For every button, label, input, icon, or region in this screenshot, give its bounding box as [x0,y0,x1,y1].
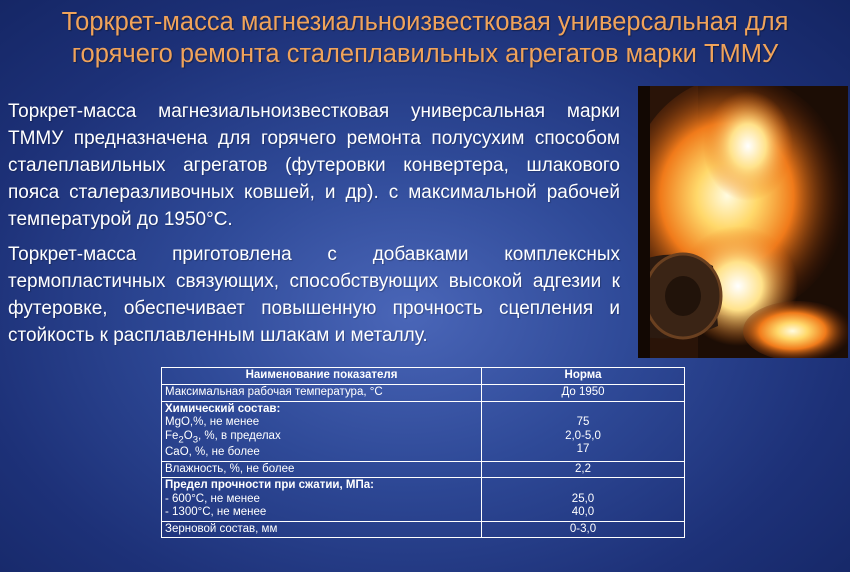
fe2o3-sub-1: 2 [178,433,184,445]
fe2o3-label-pre: Fe [165,429,179,442]
cao-label: CaO, %, не более [165,446,260,459]
mgo-value: 75 [576,416,590,428]
cao-value: 17 [576,443,590,455]
strength-heading: Предел прочности при сжатии, МПа: [165,479,374,492]
chemical-composition-cell [162,401,482,461]
strength-600-value: 25,0 [571,492,595,505]
table-row [162,461,685,478]
molten-metal-photo [638,86,848,358]
strength-cell [162,478,482,522]
strength-1300-label: - 1300°С, не менее [165,506,267,519]
slide-title-line-1: Торкрет-масса магнезиальноизвестковая универсальная для [61,8,789,36]
row-value: До 1950 [482,385,685,402]
strength-1300-value: 40,0 [571,506,595,519]
properties-table [161,367,685,538]
fe2o3-value: 2,0-5,0 [565,429,601,442]
chemical-heading: Химический состав: [165,402,281,415]
fe2o3-sub-2: 3 [192,433,199,445]
row-value: 0-3,0 [482,521,685,538]
slide-title-line-2: горячего ремонта сталеплавильных агрегатов марки ТММУ [71,40,779,68]
table-header-row [162,368,685,385]
row-label: Влажность, %, не более [162,461,482,478]
table-row-strength [162,478,685,522]
mgo-label: MgO,%, не менее [165,416,260,428]
fe2o3-label-post: , %, в пределах [198,429,281,442]
table-row [162,385,685,402]
row-value: 2,2 [482,461,685,478]
fe2o3-label-mid: O [183,429,193,442]
header-indicator-name: Наименование показателя [162,368,482,385]
chemical-values-cell [482,401,685,461]
header-norm: Норма [482,368,685,385]
description-paragraph-1: Торкрет-масса магнезиальноизвестковая универсальная марки ТММУ предназначена для горячего ремонта полусухим способом сталеплавильных агрегатов (футеровки конвертера, шлакового пояса сталеразливочных ковшей, и др). с максимальной рабочей температурой до 1950°С. [8,101,620,230]
strength-values-cell [482,478,685,522]
table-row-chemical [162,401,685,461]
row-label: Максимальная рабочая температура, °С [162,385,482,402]
description-paragraph-2: Торкрет-масса приготовлена с добавками комплексных термопластичных связующих, способствующих высокой адгезии к футеровке, обеспечивает повышенную прочность сцепления и стойкость к расплавленным шлакам и металлу. [8,244,620,346]
table-row [162,521,685,538]
strength-600-label: - 600°С, не менее [165,492,260,505]
fe2o3-label [165,430,478,447]
row-label: Зерновой состав, мм [162,521,482,538]
slide-title [0,6,850,70]
